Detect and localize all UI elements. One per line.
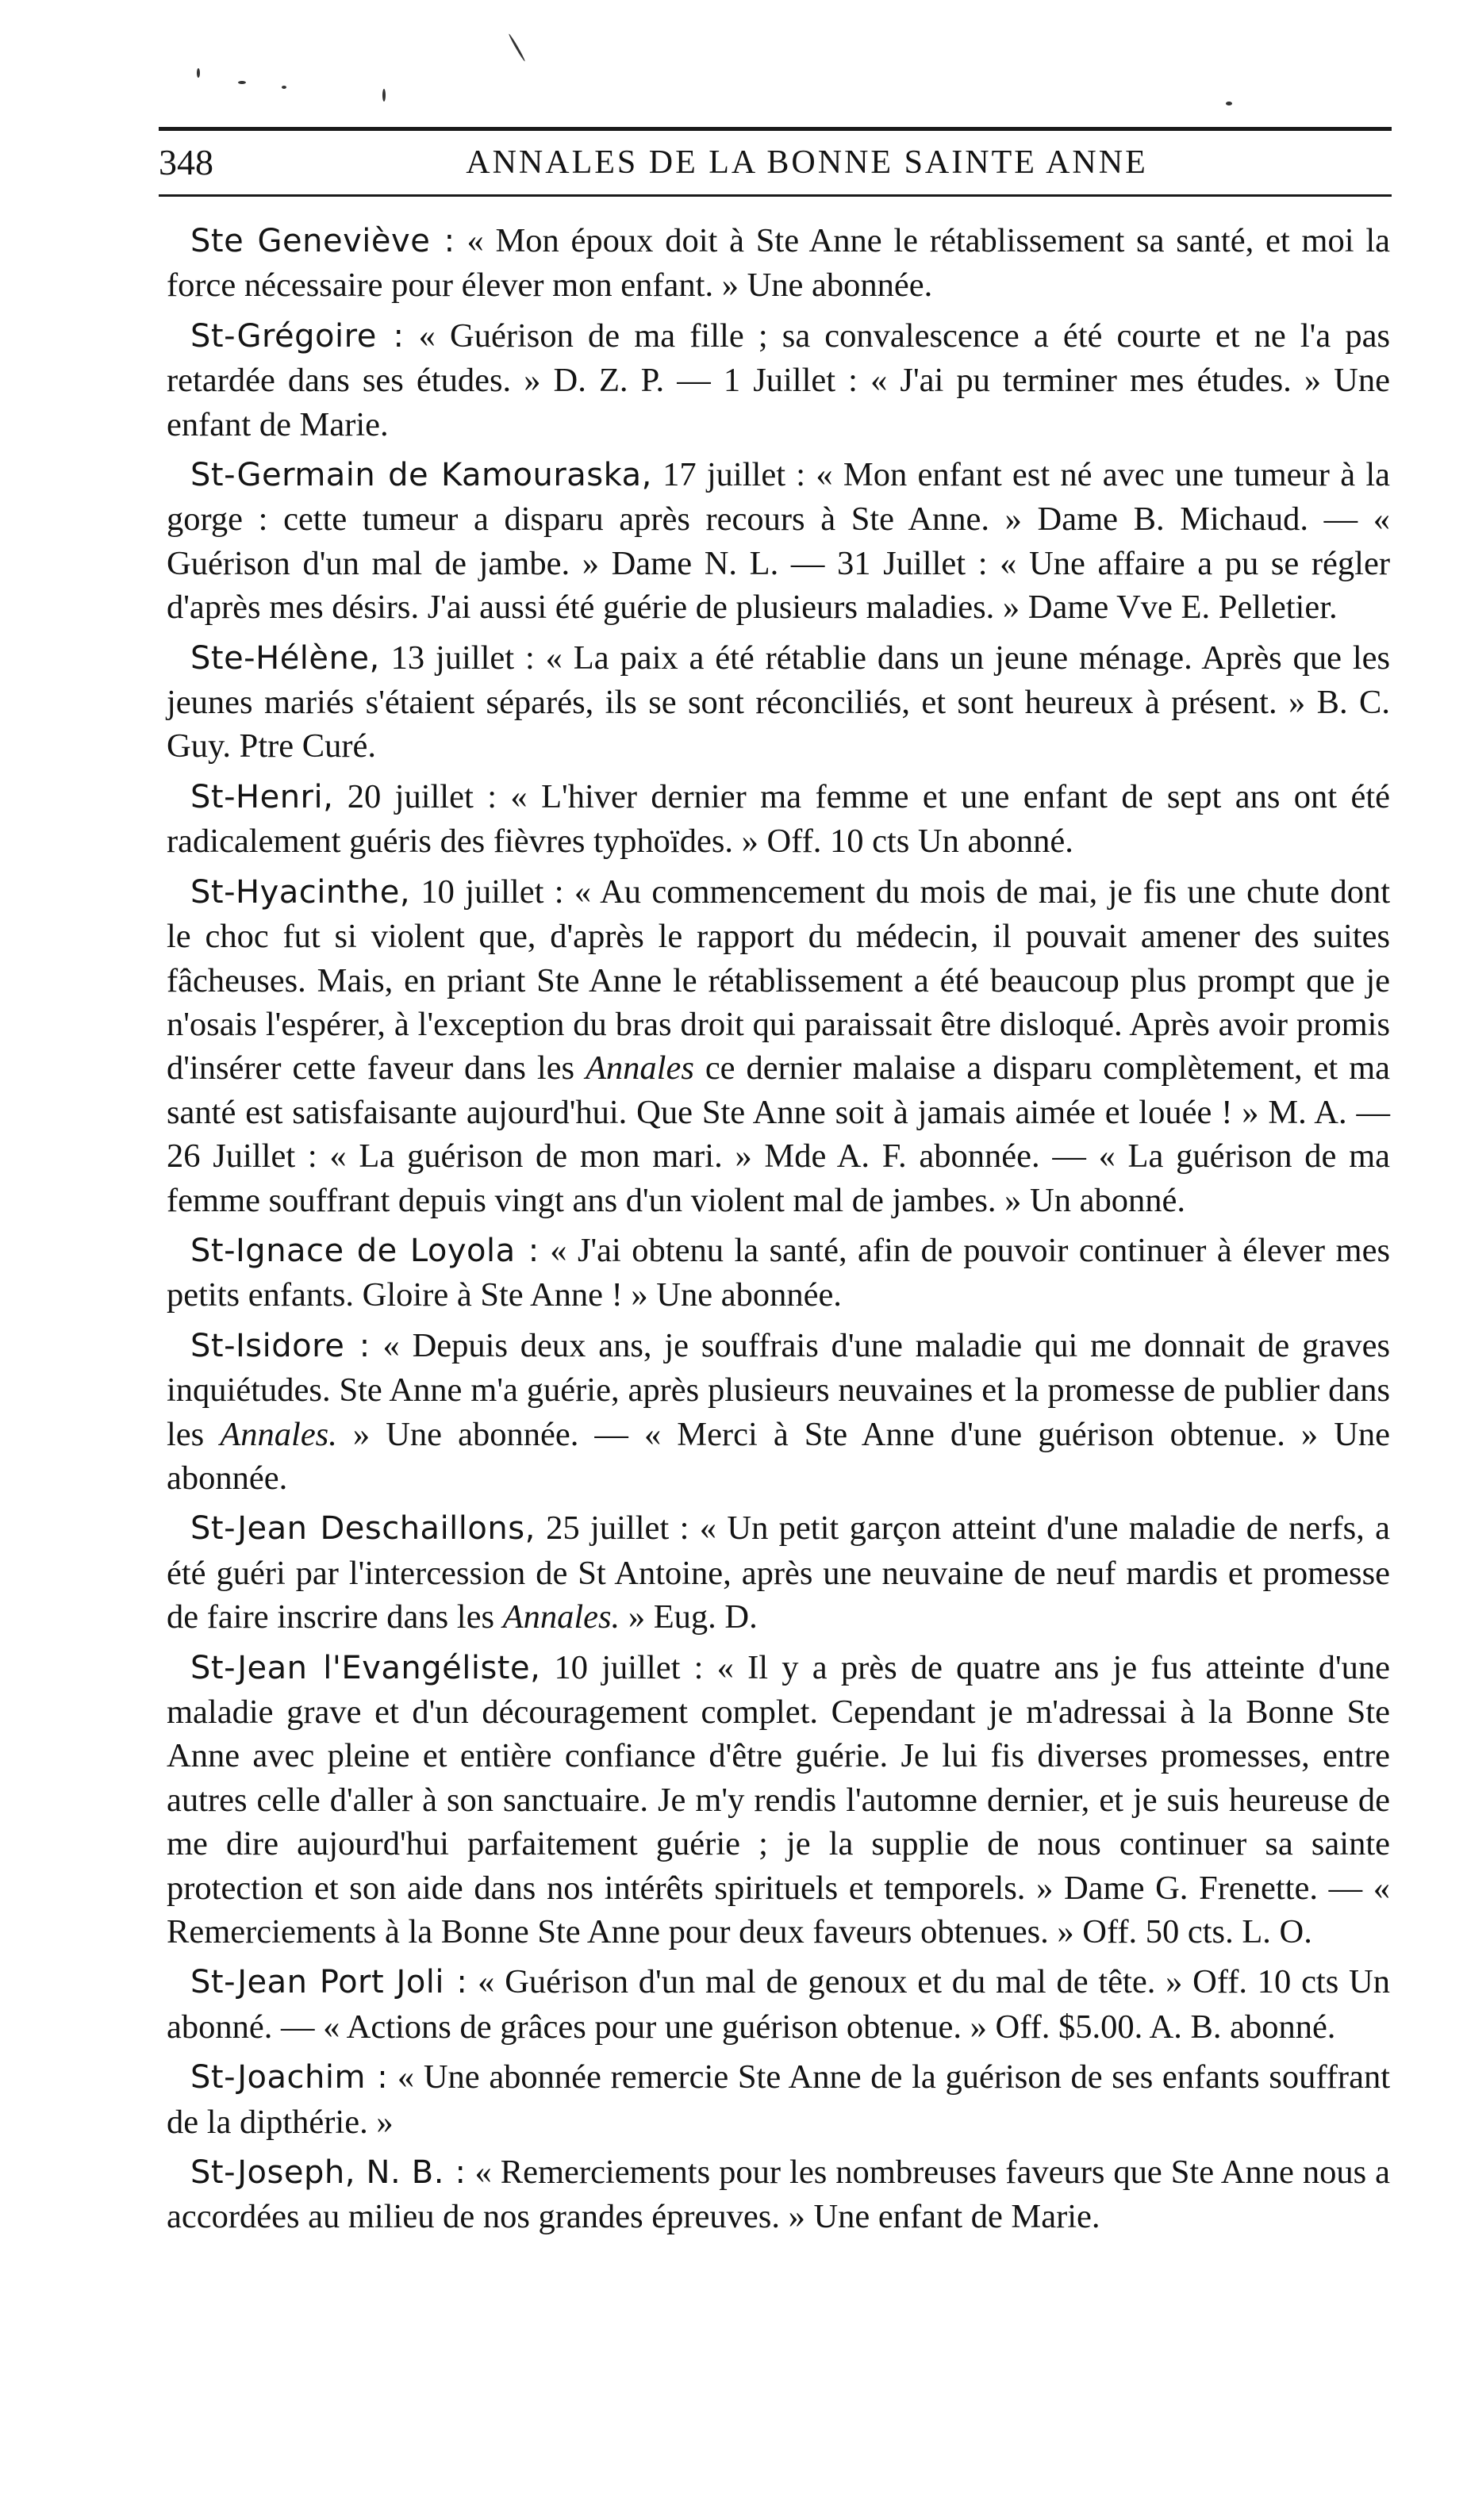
entry-text: « Mon enfant est né avec une tumeur à la gorge : cette tumeur a disparu après recours à Ste Anne. » Dame B. Michaud. — « Guérison d'un mal de jambe. » Dame N. L. — 31 Juillet : « Une affaire a pu se régler d'après mes désirs. J'ai aussi été guérie de plusieurs maladies. » Dame Vve E. Pelletier.	[167, 456, 1391, 627]
entry-st-gregoire	[167, 314, 1390, 447]
entry-date: 10 juillet :	[554, 1648, 704, 1686]
entry-st-jean-levangeliste	[167, 1646, 1390, 1954]
print-speck	[1226, 102, 1232, 105]
entry-date: 25 juillet :	[546, 1509, 689, 1548]
print-speck	[197, 68, 200, 78]
entry-text-continued: » Eug. D.	[628, 1598, 758, 1636]
entry-text: « Un petit garçon atteint d'une maladie de nerfs, a été guéri par l'intercession de St Antoine, après une neuvaine de neuf mardis et promesse de faire inscrire dans les	[167, 1509, 1390, 1636]
entry-ste-helene	[167, 636, 1390, 769]
entry-st-isidore	[167, 1324, 1390, 1501]
entry-st-ignace-de-loyola	[167, 1229, 1390, 1318]
entry-st-joseph-nb	[167, 2150, 1390, 2239]
entry-place: Ste Geneviève :	[190, 223, 455, 259]
header-bottom-rule	[159, 194, 1392, 197]
entry-text: « Depuis deux ans, je souffrais d'une maladie qui me donnait de graves inquiétudes. Ste Anne m'a guérie, après plusieurs neuvaines et la promesse de publier dans les	[167, 1326, 1391, 1453]
entry-text: « Il y a près de quatre ans je fus atteinte d'une maladie grave et d'un découragement complet. Cependant je m'adressai à la Bonne Ste Anne avec pleine et entière confiance d'être guérie. Je lui fis diverses promesses, entre autres celle d'aller à son sanctuaire. Je m'y rendis l'automne dernier, et je suis heureuse de me dire aujourd'hui parfaitement guérie ; je la supplie de nous continuer sa sainte protection et son aide dans nos intérêts spirituels et temporels. » Dame G. Frenette. — « Remerciements à la Bonne Ste Anne pour deux faveurs obtenues. » Off. 50 cts. L. O.	[167, 1648, 1391, 1951]
entry-place: St-Jean l'Evangéliste,	[190, 1649, 541, 1686]
entry-ste-genevieve	[167, 219, 1390, 308]
entry-text: « Une abonnée remercie Ste Anne de la guérison de ses enfants souffrant de la dipthérie. »	[167, 2058, 1390, 2141]
print-speck	[382, 89, 386, 102]
entry-italic-title: Annales.	[220, 1415, 337, 1453]
entry-st-jean-port-joli	[167, 1960, 1390, 2049]
entry-text: « Guérison de ma fille ; sa convalescence a été courte et ne l'a pas retardée dans ses études. » D. Z. P. — 1 Juillet : « J'ai pu terminer mes études. » Une enfant de Marie.	[167, 316, 1390, 443]
text-column	[167, 219, 1390, 2246]
print-speck	[238, 81, 246, 84]
entry-st-jean-deschaillons	[167, 1506, 1390, 1639]
entry-place: St-Jean Deschaillons,	[190, 1510, 536, 1548]
entry-st-hyacinthe	[167, 870, 1390, 1222]
entry-place: St-Joachim :	[190, 2059, 389, 2096]
entry-italic-title: Annales	[585, 1049, 694, 1087]
entry-place: St-Henri,	[190, 778, 334, 815]
entry-date: 20 juillet :	[347, 777, 497, 815]
entry-date: 17 juillet :	[662, 456, 806, 494]
entry-italic-title: Annales.	[502, 1598, 620, 1636]
entry-place: St-Grégoire :	[190, 317, 405, 355]
entry-place: St-Isidore :	[190, 1327, 371, 1364]
entry-text: « La paix a été rétablie dans un jeune ménage. Après que les jeunes mariés s'étaient séparés, ils se sont réconciliés, et sont heureux à présent. » B. C. Guy. Ptre Curé.	[167, 639, 1391, 765]
entry-place: St-Hyacinthe,	[190, 873, 411, 911]
entry-place: St-Ignace de Loyola :	[190, 1232, 540, 1269]
entry-text: « Au commencement du mois de mai, je fis une chute dont le choc fut si violent que, d'après le rapport du médecin, il pouvait amener des suites fâcheuses. Mais, en priant Ste Anne le rétablissement a été beaucoup plus prompt que je n'osais l'espérer, à l'exception du bras droit qui paraissait être disloqué. Après avoir promis d'insérer cette faveur dans les	[167, 873, 1391, 1087]
entry-st-joachim	[167, 2055, 1390, 2144]
entry-place: St-Germain de Kamouraska,	[190, 457, 652, 494]
entry-date: 13 juillet :	[390, 639, 535, 677]
entry-text: « Mon époux doit à Ste Anne le rétablissement sa santé, et moi la force nécessaire pour élever mon enfant. » Une abonnée.	[167, 222, 1391, 305]
page-number: 348	[159, 142, 213, 182]
running-head-title: ANNALES DE LA BONNE SAINTE ANNE	[466, 144, 1148, 181]
entry-st-germain-de-kamouraska	[167, 453, 1390, 630]
entry-text: « Remerciements pour les nombreuses faveurs que Ste Anne nous a accordées au milieu de nos grandes épreuves. » Une enfant de Marie.	[167, 2154, 1390, 2236]
print-speck	[282, 86, 286, 89]
header-top-rule	[159, 127, 1392, 131]
entry-date: 10 juillet :	[421, 873, 564, 911]
entry-st-henri	[167, 775, 1390, 864]
entry-text-continued: » Une abonnée. — « Merci à Ste Anne d'une guérison obtenue. » Une abonnée.	[167, 1415, 1391, 1497]
entry-place: St-Jean Port Joli :	[190, 1964, 468, 2001]
entry-place: St-Joseph, N. B. :	[190, 2154, 467, 2192]
entry-text: « L'hiver dernier ma femme et une enfant de sept ans ont été radicalement guéris des fièvres typhoïdes. » Off. 10 cts Un abonné.	[167, 777, 1391, 861]
page-header	[159, 133, 1392, 192]
entry-text: « Guérison d'un mal de genoux et du mal de tête. » Off. 10 cts Un abonné. — « Actions de grâces pour une guérison obtenue. » Off. $5.00. A. B. abonné.	[167, 1963, 1391, 2046]
entry-text: « J'ai obtenu la santé, afin de pouvoir continuer à élever mes petits enfants. Gloire à Ste Anne ! » Une abonnée.	[167, 1231, 1391, 1314]
entry-text-continued: ce dernier malaise a disparu complètement, et ma santé est satisfaisante aujourd'hui. Que Ste Anne soit à jamais aimée et louée ! » M. A. — 26 Juillet : « La guérison de mon mari. » Mde A. F. abonnée. — « La guérison de ma femme souffrant depuis vingt ans d'un violent mal de jambes. » Un abonné.	[167, 1049, 1391, 1219]
entry-place: Ste-Hélène,	[190, 639, 380, 677]
print-speck	[508, 33, 526, 62]
